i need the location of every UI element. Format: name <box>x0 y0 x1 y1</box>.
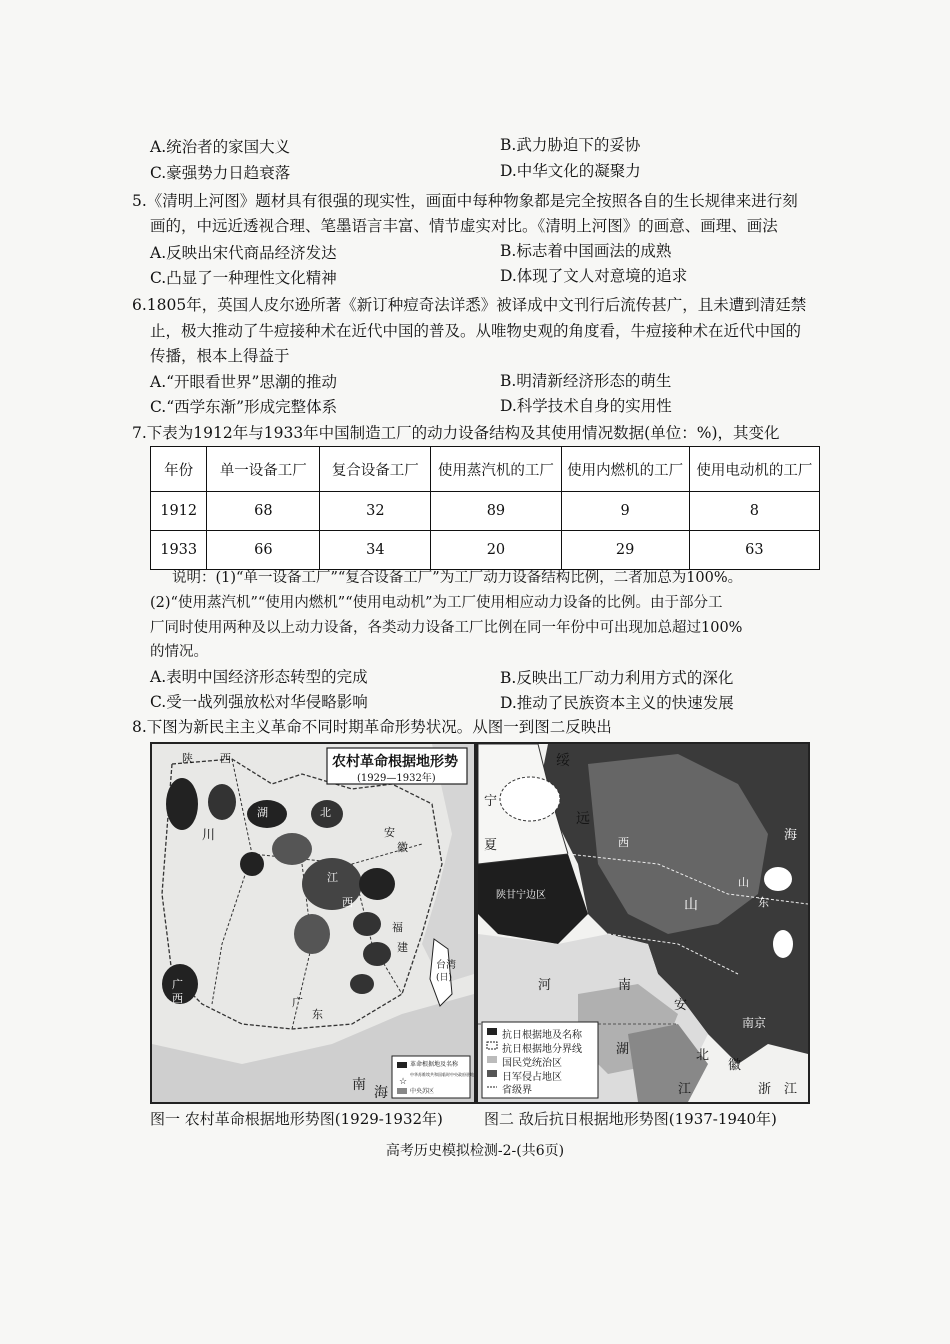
q5-option-d: D.体现了文人对意境的追求 <box>500 267 688 285</box>
table-header-row <box>151 447 820 492</box>
q6-stem-line3: 传播，根本上得益于 <box>150 347 290 365</box>
q5-option-c: C.凸显了一种理性文化精神 <box>150 269 337 287</box>
map-label: 西 <box>172 992 183 1005</box>
q5-option-b: B.标志着中国画法的成熟 <box>500 242 672 260</box>
table-row <box>151 492 820 531</box>
map-label: 浙 <box>758 1082 772 1097</box>
map-label: 河 <box>538 978 552 993</box>
q7-note-line4: 的情况。 <box>150 644 208 660</box>
map-label: 东 <box>312 1008 323 1021</box>
map-label: 海 <box>784 828 798 843</box>
map-label: 湖 <box>257 806 268 819</box>
table-header-cell: 使用电动机的工厂 <box>689 447 819 492</box>
q6-option-a: A.“开眼看世界”思潮的推动 <box>150 373 337 391</box>
table-cell: 66 <box>207 531 320 570</box>
map-label: 南京 <box>742 1016 767 1030</box>
map-anti-japanese-bases <box>476 742 810 1104</box>
q7-option-c: C.受一战列强放松对华侵略影响 <box>150 693 368 711</box>
map-label: 东 <box>758 896 769 909</box>
legend-label: 日军侵占地区 <box>502 1072 562 1083</box>
legend-label: 中央苏区 <box>410 1088 435 1095</box>
map-label: 广 <box>292 996 303 1009</box>
q6-stem-line2: 止，极大推动了牛痘接种术在近代中国的普及。从唯物史观的角度看，牛痘接种术在近代中国的 <box>150 322 802 340</box>
q7-option-d: D.推动了民族资本主义的快速发展 <box>500 694 734 712</box>
map-label: 绥 <box>556 753 570 769</box>
map-label: 安 <box>674 998 688 1013</box>
map-label: 陕甘宁边区 <box>496 890 546 901</box>
q7-option-b: B.反映出工厂动力利用方式的深化 <box>500 669 734 687</box>
q6-option-d: D.科学技术自身的实用性 <box>500 397 672 415</box>
legend-label: 中华苏维埃共和国临时中央政府驻地 <box>410 1072 474 1077</box>
map-label: 山 <box>684 897 698 913</box>
table-header-cell: 年份 <box>151 447 207 492</box>
legend-label: 抗日根据地分界线 <box>502 1044 582 1055</box>
table-cell: 9 <box>561 492 689 531</box>
table-header-cell: 使用内燃机的工厂 <box>561 447 689 492</box>
map-label: 南 <box>352 1077 366 1093</box>
map-label: 海 <box>374 1085 388 1101</box>
table-header-cell: 使用蒸汽机的工厂 <box>431 447 561 492</box>
legend-label: 省级界 <box>502 1085 532 1096</box>
table-cell: 63 <box>689 531 819 570</box>
map-label: 徽 <box>397 841 408 854</box>
q7-note-line3: 厂同时使用两种及以上动力设备，各类动力设备工厂比例在同一年份中可出现加总超过100% <box>150 620 743 636</box>
map-label: 徽 <box>728 1058 742 1073</box>
map-label: 北 <box>696 1048 710 1063</box>
q5-stem-line1: 5.《清明上河图》题材具有很强的现实性，画面中每种物象都是完全按照各自的生长规律来进行刻 <box>132 192 798 210</box>
map-rural-revolutionary-bases <box>150 742 476 1104</box>
q7-note-line1: 说明：(1)“单一设备工厂”“复合设备工厂”为工厂动力设备结构比例，二者加总为100%。 <box>172 570 743 586</box>
legend-label: 革命根据地及名称 <box>410 1061 459 1068</box>
table-header-cell: 复合设备工厂 <box>320 447 431 492</box>
q7-note-line2: (2)“使用蒸汽机”“使用内燃机”“使用电动机”为工厂使用相应动力设备的比例。由于部分工 <box>150 595 723 611</box>
map2-caption: 图二 敌后抗日根据地形势图(1937-1940年) <box>484 1110 777 1128</box>
q8-stem-line1: 8.下图为新民主主义革命不同时期革命形势状况。从图一到图二反映出 <box>132 718 612 736</box>
map1-title: 农村革命根据地形势 <box>332 754 458 770</box>
table-cell: 32 <box>320 492 431 531</box>
table-cell: 29 <box>561 531 689 570</box>
map-label: 西 <box>618 836 629 849</box>
map-label: 南 <box>618 978 632 993</box>
table-header-cell: 单一设备工厂 <box>207 447 320 492</box>
q6-stem-line1: 6.1805年，英国人皮尔逊所著《新订种痘奇法详悉》被译成中文刊行后流传甚广，且未遭到清廷禁 <box>132 296 807 314</box>
map-label: 江 <box>784 1082 798 1097</box>
map-label: 建 <box>397 941 408 954</box>
table-cell: 89 <box>431 492 561 531</box>
page-footer: 高考历史模拟检测-2-(共6页) <box>385 1143 565 1159</box>
map-label: 广 <box>172 978 183 991</box>
map-label: (日) <box>436 973 453 983</box>
q4-option-d: D.中华文化的凝聚力 <box>500 162 641 180</box>
table-cell: 8 <box>689 492 819 531</box>
map-label: 福 <box>392 921 403 934</box>
map-label: 夏 <box>484 838 498 853</box>
table-cell: 1912 <box>151 492 207 531</box>
q6-option-b: B.明清新经济形态的萌生 <box>500 372 672 390</box>
map-label: 西 <box>220 752 231 765</box>
map-label: 西 <box>342 896 353 909</box>
map1-caption: 图一 农村革命根据地形势图(1929-1932年) <box>150 1110 443 1128</box>
q4-option-c: C.豪强势力日趋衰落 <box>150 164 291 182</box>
map1-years: (1929—1932年) <box>357 773 436 784</box>
map-label: 川 <box>202 828 216 843</box>
table-row <box>151 531 820 570</box>
map-label: 山 <box>738 876 749 889</box>
map-label: 江 <box>327 871 338 884</box>
map-label: 远 <box>576 811 590 827</box>
table-cell: 34 <box>320 531 431 570</box>
map-label: 湖 <box>616 1042 630 1057</box>
q5-option-a: A.反映出宋代商品经济发达 <box>150 244 337 262</box>
map-label: 北 <box>320 806 331 819</box>
legend-label: 国民党统治区 <box>502 1058 562 1069</box>
q7-option-a: A.表明中国经济形态转型的完成 <box>150 668 368 686</box>
map-label: 安 <box>384 826 395 839</box>
map1-graphic <box>152 744 474 1102</box>
q4-option-a: A.统治者的家国大义 <box>150 138 291 156</box>
map-label: 宁 <box>484 794 498 809</box>
q6-option-c: C.“西学东渐”形成完整体系 <box>150 398 338 416</box>
map-label: 江 <box>678 1082 692 1097</box>
q7-stem-line1: 7.下表为1912年与1933年中国制造工厂的动力设备结构及其使用情况数据(单位：%)，其变化 <box>132 424 780 442</box>
table-cell: 20 <box>431 531 561 570</box>
table-cell: 1933 <box>151 531 207 570</box>
map-label: 陕 <box>182 752 193 765</box>
factory-data-table <box>150 446 820 570</box>
svg-text:☆: ☆ <box>398 1077 408 1087</box>
map-label: 台湾 <box>436 960 456 971</box>
q5-stem-line2: 画的，中远近透视合理、笔墨语言丰富、情节虚实对比。《清明上河图》的画意、画理、画法 <box>150 217 778 235</box>
table-cell: 68 <box>207 492 320 531</box>
legend-label: 抗日根据地及名称 <box>502 1030 582 1041</box>
q4-option-b: B.武力胁迫下的妥协 <box>500 136 641 154</box>
